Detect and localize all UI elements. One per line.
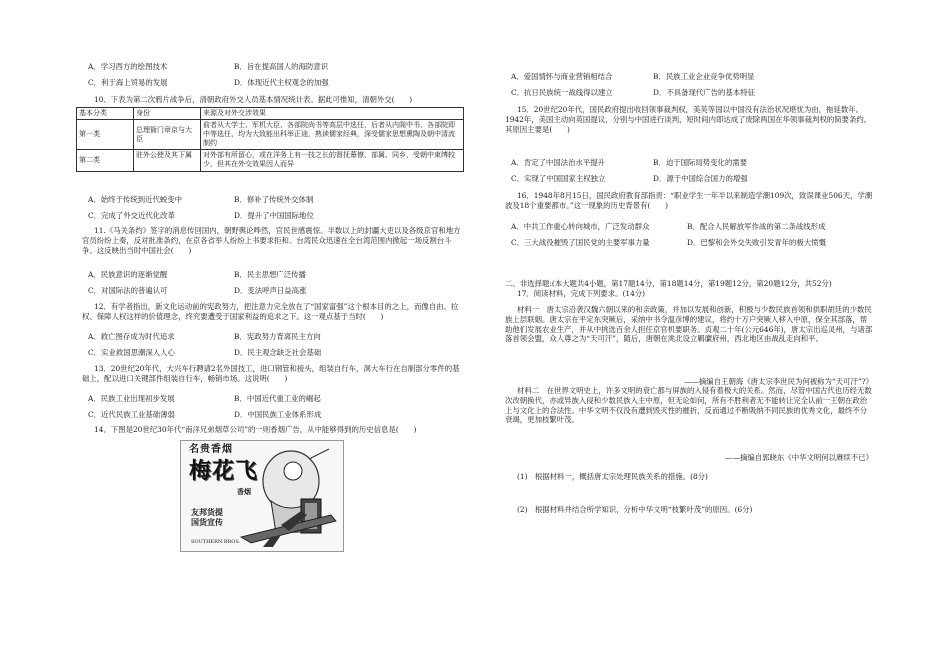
q11-option-b[interactable]: B．民主思想广泛传播	[234, 270, 306, 279]
ad-brand-text: 名贵香烟	[189, 444, 233, 455]
q10-options-row2	[82, 211, 466, 223]
section-heading: 二、非选择题:(本大题共4小题，第17题14分，第18题14分，第19题12分，第20题12分，共52分)	[505, 279, 832, 289]
q15-options-row2	[505, 174, 873, 186]
q13-stem: 13．20世纪20年代，大兴车行聘请2名外国技工，进口钢管和接头，组装自行车，洞大车行在自制部分零件的基础上，配以进口关键部件组装自行车，畅销市场。这说明( )	[82, 364, 460, 383]
table-header-row	[77, 108, 464, 120]
ad-slogan-text: 友邦货提 国货宣传	[191, 507, 223, 527]
q12-options-row2	[82, 348, 466, 360]
cigarette-advertisement-image	[180, 440, 344, 552]
q11-option-c[interactable]: C．对国际法的普遍认可	[88, 286, 168, 295]
q12-option-b[interactable]: B．宪政努力背离民主方向	[234, 332, 321, 341]
q16-option-a[interactable]: A．中共工作重心转向城市，广泛发动群众	[511, 222, 650, 231]
table-cell: 总理衙门章京与大臣	[134, 120, 201, 150]
q14-option-b[interactable]: B．民族工业企业竞争优势明显	[653, 72, 755, 81]
q16-option-c[interactable]: C．三大战役摧毁了国民党的主要军事力量	[511, 238, 650, 247]
q10-table	[76, 107, 464, 172]
ad-sub-text: 香烟	[237, 487, 251, 496]
q16-stem: 16．1948年8月15日，国民政府教育部指责：“职业学生一年半以来制造学潮109次，致误课业506天，学潮波及18个重要都市。”这一现象的历史背景有( )	[505, 191, 873, 210]
q10-option-b[interactable]: B．修补了传统外交体制	[234, 195, 314, 204]
table-header-cell: 来源及对外交涉效果	[201, 108, 464, 120]
q15-option-d[interactable]: D．源于中国综合国力的增强	[653, 174, 748, 183]
q17-subquestion-1: (1) 根据材料一，概括唐太宗处理民族关系的措施。(8分)	[517, 472, 708, 481]
q10-option-c[interactable]: C．完成了外交近代化改革	[88, 211, 175, 220]
q15-option-b[interactable]: B．迫于国际局势变化的需要	[653, 158, 748, 167]
q12-option-c[interactable]: C．实业救国思潮深入人心	[88, 348, 175, 357]
q11-options-row2	[82, 286, 466, 298]
q13-options-row1	[82, 394, 466, 406]
q9-option-a[interactable]: A．学习西方的绘图技术	[88, 62, 168, 71]
q15-options-row1	[505, 158, 873, 170]
table-cell: 第二类	[77, 150, 134, 171]
q14-options-row1	[505, 72, 873, 84]
q9-option-b[interactable]: B．旨在提高国人的海防意识	[234, 62, 329, 71]
table-cell: 前者从大学士、军机大臣、各部院尚书等高层中选任，后者从内阁中书、各部院即中等选任，均为大致能出科举正途，熟读儒家经典，深受儒家思想熏陶及朝中清流制约	[201, 120, 464, 150]
table-cell: 对外部有所留心，或在洋务上有一技之长的督抚幕僚、部属、同乡，受朝中束缚较少，但其在外交效果因人而异	[201, 150, 464, 171]
q13-options-row2	[82, 410, 466, 422]
table-header-cell: 身份	[134, 108, 201, 120]
table-cell: 驻外公使及其下属	[134, 150, 201, 171]
q14-options-row2	[505, 88, 873, 100]
material-two-source: ——摘编自郭晓东《中华文明何以赓续不已》	[725, 453, 873, 463]
q13-option-a[interactable]: A．民族工业出现初步发展	[88, 394, 175, 403]
q17-subquestion-2: (2) 根据材料并结合所学知识，分析中华文明“枝繁叶茂”的原因。(6分)	[517, 505, 753, 514]
material-one: 材料一 唐太宗沿袭汉魏六朝以来的和亲政策，并加以发展和创新，积极与少数民族首领和供职胡廷的少数民族上层联姻。唐太宗在平定东突厥后，采纳中书令温彦博的建议，将约十万户突厥人移入中原，保全其部落，帮助他们发展农业生产，并从中挑选百余人担任京官机要职务。贞观二十年(公元646年)，唐太宗出巡灵州，与诸部落首领会盟，众人尊之为“天可汗”，随后，唐朝在洮北设立羁縻府州，西北地区由战乱走向和平。	[505, 305, 873, 344]
q10-option-a[interactable]: A．始终于传统到近代蜕变中	[88, 195, 183, 204]
table-header-cell: 基本分类	[77, 108, 134, 120]
q11-option-d[interactable]: D．变法呼声日益高涨	[234, 286, 307, 295]
q9-options-row1	[82, 62, 466, 74]
q15-stem: 15．20世纪20年代，国民政府提出收回领事裁判权，美英等国以中国没有法治状况堪忧为由，拖延数年。1942年，美国主动向英国提议，分别与中国进行谈判，短时间内即达成了废除两国在华领事裁判权的简要条约。其原因主要是( )	[505, 105, 872, 134]
q10-options-row1	[82, 195, 466, 207]
q14-option-c[interactable]: C．抗日民族统一战线得以建立	[511, 88, 613, 97]
q9-options-row2	[82, 78, 466, 90]
q16-options-row2	[505, 238, 873, 250]
material-two: 材料二 在世界文明史上，许多文明的衰亡都与屏族的入侵有着极大的关系。然而，尽管中国古代也历经无数次改朝换代，亦或异族入侵和少数民族入主中原，但无论如何，所有不胜利者无不能转让完全认前一王朝在政治上与文化上的合法性。中华文明不仅没有遭到毁灭性的摧折，反而通过不断吸纳不同民族的优秀文化，最终不分衰竭，更加枝繁叶茂。	[505, 386, 872, 425]
table-row	[77, 150, 464, 171]
q14-option-d[interactable]: D．不具备现代广告的基本特征	[653, 88, 756, 97]
q13-option-b[interactable]: B．中国近代重工业的崛起	[234, 394, 321, 403]
q10-stem: 10、下表为第二次鸦片战争后，清朝政府外交人员基本情况统计表。据此可推知，清朝外交( )	[94, 95, 413, 104]
q12-option-a[interactable]: A．救亡图存成为时代追求	[88, 332, 175, 341]
ad-footer-text: SOUTHERN BROS.	[191, 539, 241, 545]
q11-option-a[interactable]: A．民族意识的逐渐觉醒	[88, 270, 168, 279]
q11-options-row1	[82, 270, 466, 282]
ad-headline-text: 梅花飞	[189, 458, 259, 484]
q9-option-d[interactable]: D．体现近代主权观念的加强	[234, 78, 329, 87]
q10-option-d[interactable]: D．提升了中国国际地位	[234, 211, 314, 220]
q17-title: 17．阅读材料，完成下列要求。(14分)	[517, 289, 646, 298]
q15-option-c[interactable]: C．实现了中国国家主权独立	[511, 174, 606, 183]
q9-option-c[interactable]: C．利于海上贸易的发展	[88, 78, 168, 87]
q14-option-a[interactable]: A．爱国情怀与商业营销相结合	[511, 72, 613, 81]
table-row	[77, 120, 464, 150]
q16-option-b[interactable]: B．配合人民解放军作战的第二条战线形成	[687, 222, 826, 231]
material-one-source: ——摘编自王朝海《唐太宗李世民为何被称为“天可汗”?》	[684, 377, 873, 387]
q12-options-row1	[82, 332, 466, 344]
q14-stem: 14．下图是20世纪30年代“南洋兄弟烟草公司”的一则香烟广告，从中能够得到的历史信息是( )	[94, 425, 417, 434]
q16-options-row1	[505, 222, 873, 234]
q11-stem: 11.《马关条约》签字的消息传回国内，朝野舆论哗然，官民世感震惊。半数以上的封疆大吏以及各级京官和地方官员纷纷上奏，反对批准条约，在京各省举人纷纷上书要求拒和。台湾民众迅速在全台湾范围内掀起一场反割台斗争。这反映出当时中国社会( )	[82, 226, 461, 255]
q15-option-a[interactable]: A．肯定了中国法治水平提升	[511, 158, 606, 167]
q10-table-wrap	[76, 107, 460, 172]
q13-option-c[interactable]: C．近代民族工业基础薄弱	[88, 410, 175, 419]
q12-stem: 12．有学者指出，新文化运动前的宪政努力，把注意力完全放在了“国家富强”这个根本目的之上，而像自由、拉权、保障人权这样的价值理念，终究要遭受于国家利益的追求之下。这一观点基于当时( )	[82, 302, 459, 321]
q16-option-d[interactable]: D．巴黎和会外交失败引发青年的极大愤慨	[687, 238, 826, 247]
q13-option-d[interactable]: D．中国民族工业体系形成	[234, 410, 322, 419]
table-cell: 第一类	[77, 120, 134, 150]
q12-option-d[interactable]: D．民主观念缺乏社会基础	[234, 348, 322, 357]
